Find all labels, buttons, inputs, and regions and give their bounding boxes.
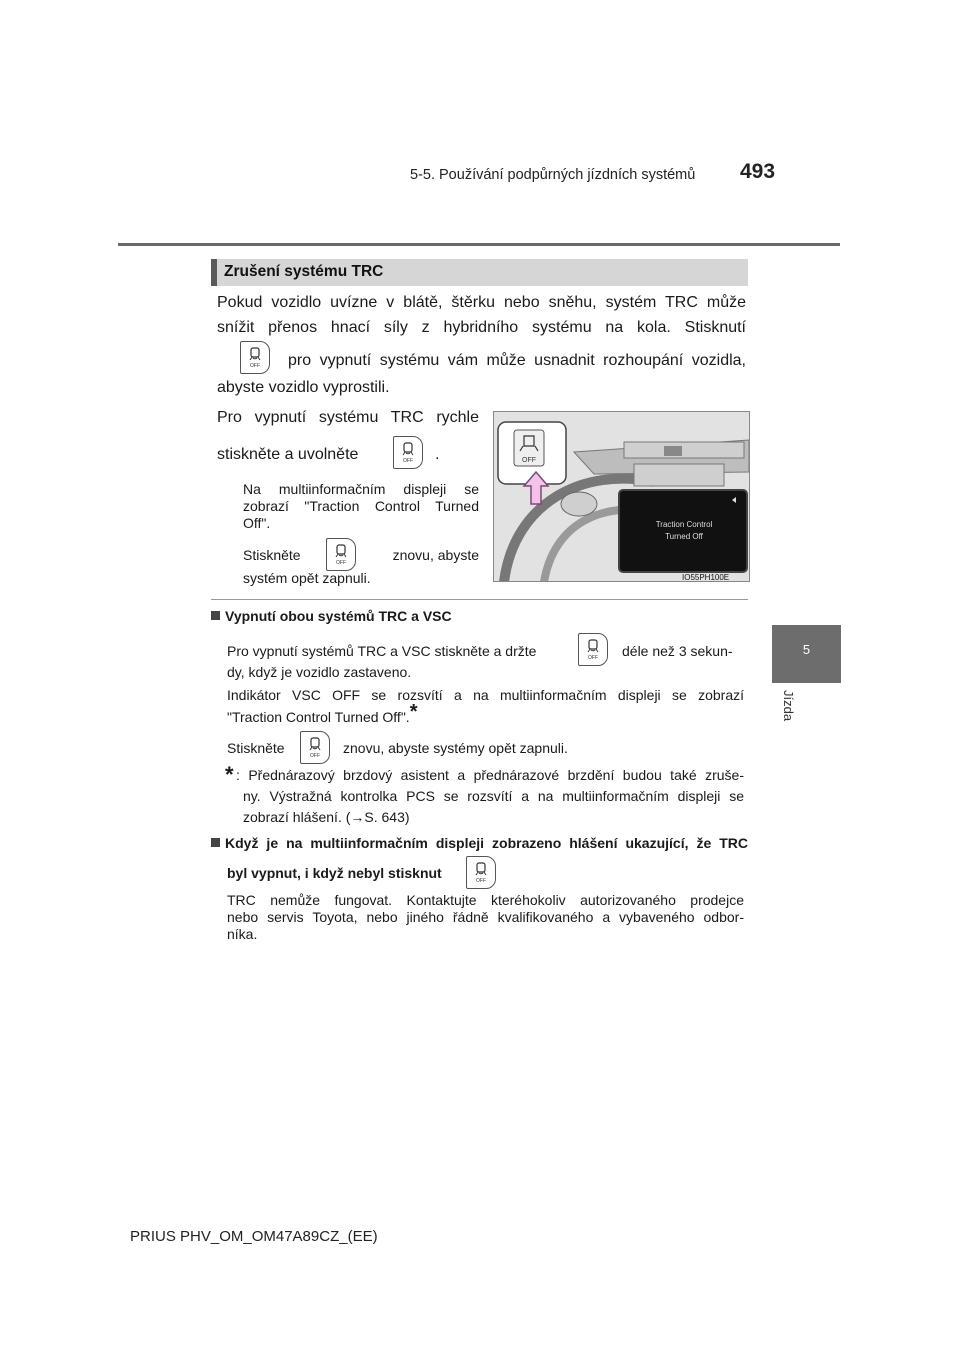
bullet-square-icon [211,611,220,620]
msg-heading-line-1: Když je na multiinformačním displeji zobrazeno hlášení ukazující, že TRC [211,835,748,852]
intro-line-4: abyste vozidlo vyprostili. [217,379,390,396]
section-heading-text: Zrušení systému TRC [224,263,384,280]
both-line-1b: déle než 3 sekun- [622,643,733,659]
both-line-3: Indikátor VSC OFF se rozsvítí a na multiinformačním displeji se zobrazí [227,687,744,703]
footnote-star: * [225,762,234,787]
trc-off-button-icon [326,538,356,571]
intro-line-2: snížit přenos hnací síly z hybridního systému na kola. Stisknutí [217,319,746,336]
page-number: 493 [740,160,776,183]
running-header-title: 5-5. Používání podpůrných jízdních systémů [410,167,696,183]
display-line-3: Off". [243,515,271,531]
trc-off-button-icon [300,731,330,764]
image-code: IO55PH100E [682,573,730,582]
chapter-number: 5 [802,642,811,657]
both-heading: Vypnutí obou systémů TRC a VSC [211,608,452,625]
intro-line-3: pro vypnutí systému vám může usnadnit rozhoupání vozidla, [288,352,746,369]
bullet-square-icon [211,838,220,847]
svg-text:OFF: OFF [310,753,320,759]
chapter-label: Jízda [781,690,796,722]
again-line-1b: znovu, abyste [392,547,479,563]
msg-body-line-1: TRC nemůže fungovat. Kontaktujte kteréhokoliv autorizovaného prodejce [227,892,744,908]
again-line-1a: Stiskněte [243,547,301,563]
svg-text:OFF: OFF [403,458,413,464]
section-heading [211,259,748,286]
footnote-line-1: : Přednárazový brzdový asistent a přednárazové brzdění budou také zruše- [236,767,744,783]
footnote-line-3: zobrazí hlášení. (→S. 643) [243,809,410,825]
svg-text:OFF: OFF [336,560,346,566]
svg-text:OFF: OFF [476,878,486,884]
trc-off-button-icon [466,856,496,889]
msg-body-line-3: níka. [227,926,258,942]
footnote-line-2: ny. Výstražná kontrolka PCS se rozsvítí a na multiinformačním displeji se [243,788,744,804]
trc-off-button-icon [578,633,608,666]
display-line-2: zobrazí "Traction Control Turned [243,498,479,514]
again-line-2: systém opět zapnuli. [243,570,371,586]
illustration-off-label: OFF [522,457,536,464]
msg-heading-line-2: byl vypnut, i když nebyl stisknut [227,865,442,881]
section-divider [211,599,748,600]
quick-line-2b: . [435,446,440,463]
both-line-4: "Traction Control Turned Off".* [227,701,418,725]
display-line-1: Na multiinformačním displeji se [243,481,479,497]
document-footer: PRIUS PHV_OM_OM47A89CZ_(EE) [130,1228,378,1245]
header-rule [118,243,840,246]
both-line-1a: Pro vypnutí systémů TRC a VSC stiskněte a držte [227,643,537,659]
screen-message-line-1: Traction Control [655,520,713,529]
intro-line-1: Pokud vozidlo uvízne v blátě, štěrku nebo sněhu, systém TRC může [217,294,746,311]
screen-message-line-2: Turned Off [665,532,703,541]
both-line-5a: Stiskněte [227,740,285,756]
quick-line-2a: stiskněte a uvolněte [217,446,359,463]
trc-off-button-icon [393,436,423,469]
svg-text:OFF: OFF [588,655,598,661]
trc-off-button-icon [240,341,270,374]
section-heading-bar [211,259,217,286]
both-line-5b: znovu, abyste systémy opět zapnuli. [343,740,568,756]
both-line-2: dy, když je vozidlo zastaveno. [227,664,412,680]
quick-line-1: Pro vypnutí systému TRC rychle [217,409,479,426]
dashboard-illustration [493,411,750,582]
msg-body-line-2: nebo servis Toyota, nebo jiného řádně kvalifikovaného a vybaveného odbor- [227,909,744,925]
svg-text:OFF: OFF [250,363,260,369]
